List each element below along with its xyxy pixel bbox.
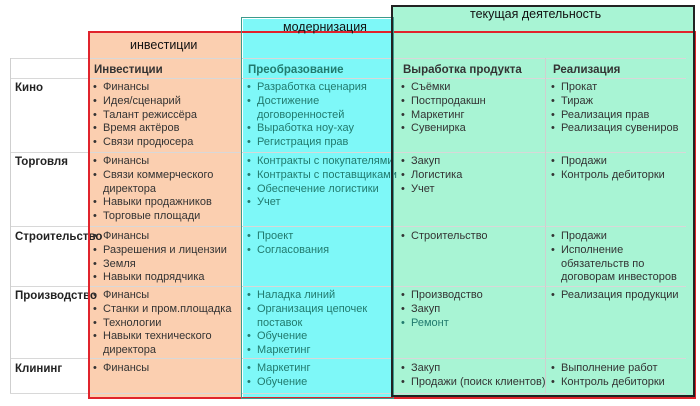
- list-item: • Учет: [247, 196, 397, 210]
- list-item: • Талант режиссёра: [93, 109, 197, 123]
- list-item: • Маркетинг: [401, 109, 486, 123]
- list-item: • Организация цепочек поставок: [247, 303, 387, 331]
- list-item: • Постпродакшн: [401, 95, 486, 109]
- row-label-cinema: Кино: [15, 82, 44, 94]
- list-item: • Финансы: [93, 230, 227, 244]
- list-item: • Навыки продажников: [93, 196, 228, 210]
- list-item: • Навыки технического директора: [93, 330, 233, 358]
- list-item: • Закуп: [401, 303, 483, 317]
- row-label-construction: Строительство: [15, 231, 103, 243]
- list-item: • Навыки подрядчика: [93, 271, 227, 285]
- list-item: • Продажи: [551, 230, 686, 244]
- list-item: • Исполнение обязательств по договорам инвесторов: [551, 244, 686, 285]
- list-item: • Тираж: [551, 95, 678, 109]
- list-item: • Сувенирка: [401, 122, 486, 136]
- list-item: • Технологии: [93, 317, 233, 331]
- list-item: • Обеспечение логистики: [247, 183, 397, 197]
- list-item: • Логистика: [401, 169, 462, 183]
- column-header-transformation: Преобразование: [248, 64, 344, 76]
- list-item: • Земля: [93, 258, 227, 272]
- list-item: • Контракты с покупателями: [247, 155, 397, 169]
- list-item: • Идея/сценарий: [93, 95, 197, 109]
- list-item: • Разрешения и лицензии: [93, 244, 227, 258]
- list-item: • Торговые площади: [93, 210, 228, 224]
- list-item: • Проект: [247, 230, 329, 244]
- list-item: • Наладка линий: [247, 289, 387, 303]
- list-item: • Согласования: [247, 244, 329, 258]
- list-item: • Учет: [401, 183, 462, 197]
- current-activity-region-label: текущая деятельность: [470, 7, 602, 21]
- list-item: • Контроль дебиторки: [551, 169, 665, 183]
- list-item: • Обучение: [247, 376, 310, 390]
- column-header-investments: Инвестиции: [94, 64, 163, 76]
- list-item: • Станки и пром.площадка: [93, 303, 233, 317]
- list-item: • Контракты с поставщиками: [247, 169, 397, 183]
- list-item: • Финансы: [93, 289, 233, 303]
- list-item: • Финансы: [93, 155, 228, 169]
- column-header-production: Выработка продукта: [403, 64, 522, 76]
- investments-region-label: инвестиции: [130, 38, 198, 52]
- list-item: • Закуп: [401, 155, 462, 169]
- list-item: • Ремонт: [401, 317, 483, 331]
- current-activity-region: [391, 5, 695, 397]
- list-item: • Закуп: [401, 362, 545, 376]
- list-item: • Финансы: [93, 81, 197, 95]
- list-item: • Достижение договоренностей: [247, 95, 377, 123]
- list-item: • Контроль дебиторки: [551, 376, 665, 390]
- list-item: • Реализация продукции: [551, 289, 679, 303]
- list-item: • Обучение: [247, 330, 387, 344]
- list-item: • Съёмки: [401, 81, 486, 95]
- list-item: • Связи коммерческого директора: [93, 169, 228, 197]
- list-item: • Финансы: [93, 362, 149, 376]
- list-item: • Прокат: [551, 81, 678, 95]
- list-item: • Продажи: [551, 155, 665, 169]
- row-label-manufacturing: Производство: [15, 290, 98, 302]
- list-item: • Выполнение работ: [551, 362, 665, 376]
- list-item: • Производство: [401, 289, 483, 303]
- list-item: • Разработка сценария: [247, 81, 392, 95]
- column-header-sales: Реализация: [553, 64, 621, 76]
- list-item: • Строительство: [401, 230, 488, 244]
- modernization-region: [241, 17, 394, 399]
- list-item: • Маркетинг: [247, 362, 310, 376]
- row-label-cleaning: Клининг: [15, 363, 63, 375]
- modernization-region-label: модернизация: [283, 20, 367, 34]
- list-item: • Связи продюсера: [93, 136, 197, 150]
- list-item: • Реализация прав: [551, 109, 678, 123]
- row-label-trade: Торговля: [15, 156, 68, 168]
- list-item: • Продажи (поиск клиентов): [401, 376, 545, 390]
- list-item: • Выработка ноу-хау: [247, 122, 392, 136]
- list-item: • Время актёров: [93, 122, 197, 136]
- table-left-line: [10, 58, 11, 393]
- list-item: • Реализация сувениров: [551, 122, 678, 136]
- list-item: • Маркетинг: [247, 344, 387, 358]
- list-item: • Регистрация прав: [247, 136, 392, 150]
